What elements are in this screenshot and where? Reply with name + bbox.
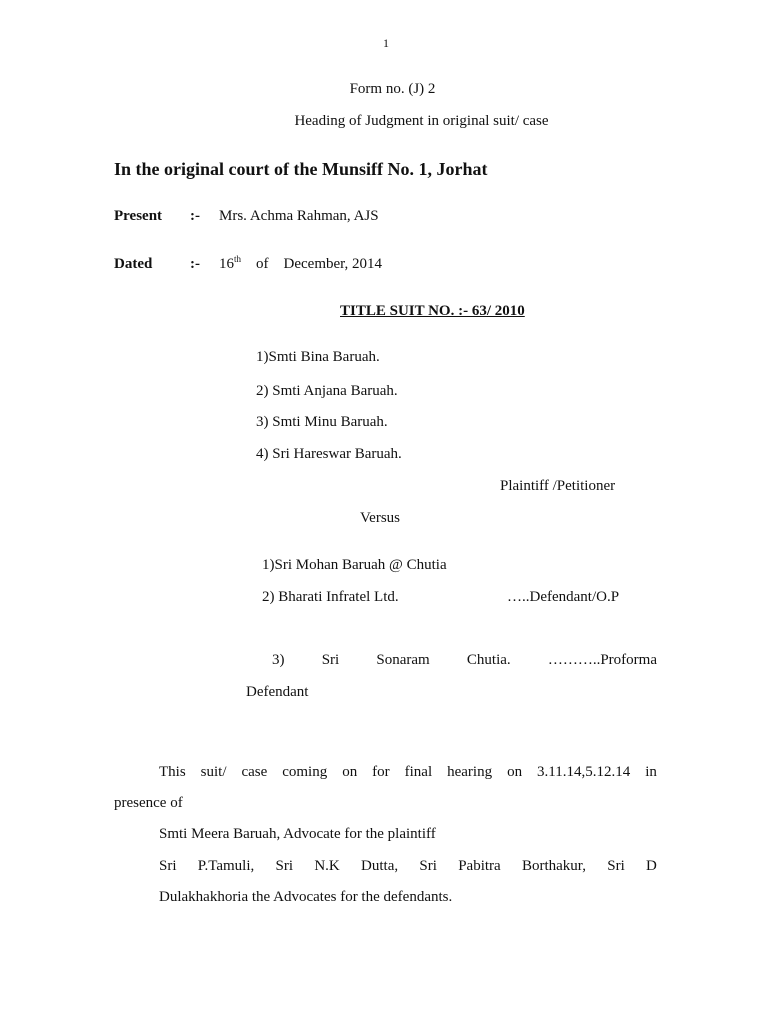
dated-label: Dated — [114, 256, 153, 272]
plaintiff-1: 1)Smti Bina Baruah. — [256, 349, 380, 365]
word: Dutta, — [361, 858, 399, 874]
word: on — [342, 764, 358, 780]
court-title: In the original court of the Munsiff No. 1, Jorhat — [114, 159, 488, 179]
word: coming — [282, 764, 328, 780]
dated-month-year: December, 2014 — [283, 256, 383, 272]
dated-value — [219, 255, 382, 273]
proforma-word: Sonaram — [376, 652, 430, 668]
plaintiff-role: Plaintiff /Petitioner — [500, 478, 616, 494]
dated-separator: :- — [190, 256, 200, 272]
present-separator: :- — [190, 208, 200, 224]
present-value: Mrs. Achma Rahman, AJS — [219, 208, 379, 224]
word: on — [507, 764, 523, 780]
plaintiff-4: 4) Sri Hareswar Baruah. — [256, 446, 402, 462]
word: Sri — [159, 858, 177, 874]
word: Pabitra — [458, 858, 501, 874]
document-heading: Heading of Judgment in original suit/ case — [294, 113, 549, 129]
word: final — [404, 764, 433, 780]
hearing-paragraph-continuation: presence of — [114, 795, 183, 811]
dated-of: of — [256, 256, 269, 272]
defendant-2: 2) Bharati Infratel Ltd. — [262, 589, 399, 605]
word: Sri — [275, 858, 294, 874]
proforma-word: 3) — [272, 652, 285, 668]
word: D — [646, 858, 657, 874]
proforma-word: ………..Proforma — [547, 652, 657, 668]
form-number: Form no. (J) 2 — [349, 81, 436, 97]
word: This — [159, 764, 186, 780]
advocates-defendants-continuation: Dulakhakhoria the Advocates for the defendants. — [159, 889, 453, 905]
defendant-1: 1)Sri Mohan Baruah @ Chutia — [262, 557, 447, 573]
word: Sri — [607, 858, 625, 874]
defendant-role: …..Defendant/O.P — [507, 589, 620, 605]
versus: Versus — [360, 510, 400, 526]
word: case — [241, 764, 268, 780]
hearing-paragraph-line — [159, 763, 657, 781]
dated-day-suffix: th — [234, 254, 242, 264]
word: Borthakur, — [521, 858, 586, 874]
advocates-defendants-line — [159, 857, 657, 875]
page-number: 1 — [383, 36, 389, 50]
proforma-word: Chutia. — [466, 652, 511, 668]
proforma-word: Sri — [321, 652, 340, 668]
proforma-defendant-line — [272, 651, 657, 669]
plaintiff-3: 3) Smti Minu Baruah. — [256, 414, 388, 430]
word: N.K — [314, 858, 340, 874]
present-label: Present — [114, 208, 163, 224]
word: 3.11.14,5.12.14 — [537, 764, 631, 780]
word: P.Tamuli, — [197, 858, 255, 874]
word: hearing — [447, 764, 493, 780]
word: Sri — [419, 858, 437, 874]
word: suit/ — [200, 764, 227, 780]
word: in — [645, 764, 657, 780]
suit-number: TITLE SUIT NO. :- 63/ 2010 — [340, 303, 525, 319]
advocate-plaintiff: Smti Meera Baruah, Advocate for the plaintiff — [159, 826, 436, 842]
proforma-continuation: Defendant — [246, 684, 309, 700]
word: for — [372, 764, 390, 780]
dated-day: 16 — [219, 256, 234, 272]
plaintiff-2: 2) Smti Anjana Baruah. — [256, 383, 398, 399]
